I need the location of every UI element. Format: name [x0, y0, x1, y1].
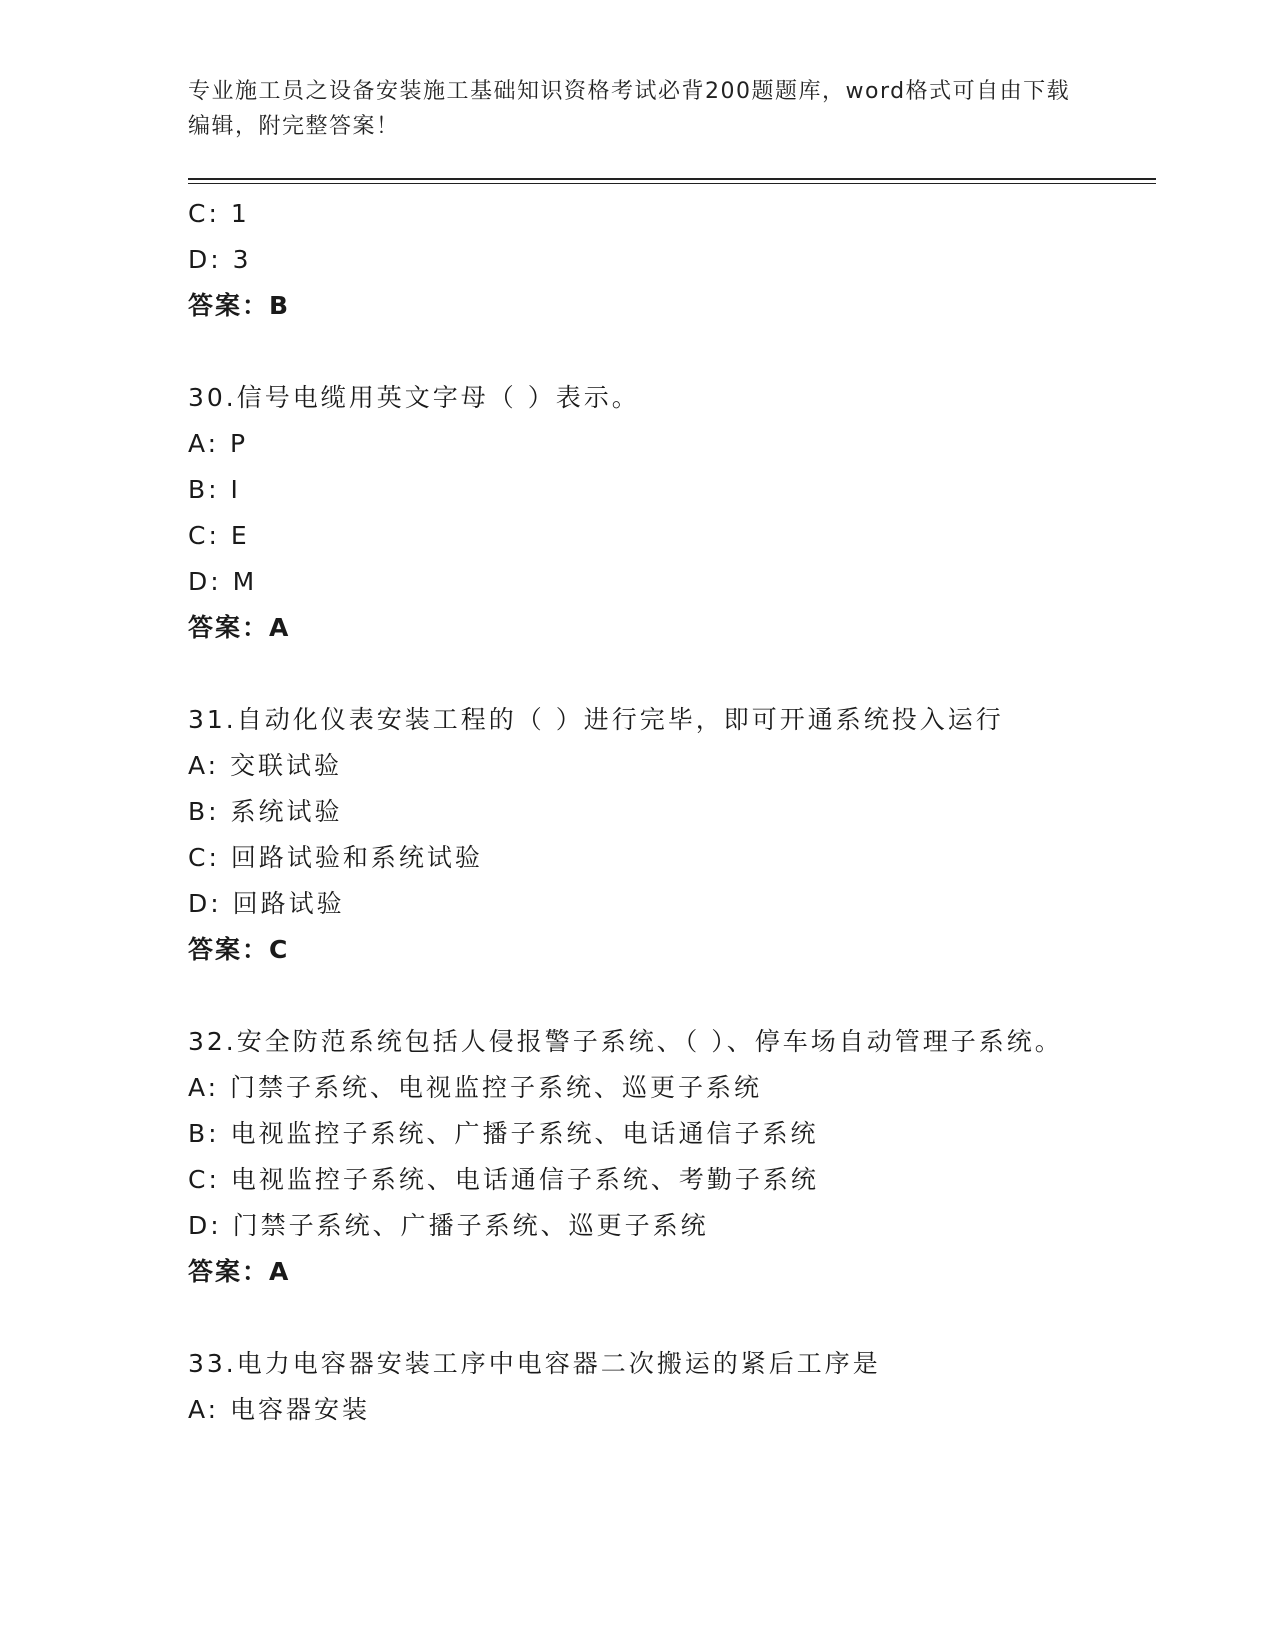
option-a: A: 交联试验	[188, 751, 343, 780]
option-d: D: M	[188, 567, 258, 596]
option-c: C: 回路试验和系统试验	[188, 843, 483, 872]
option-a: A: P	[188, 429, 249, 458]
question-31	[188, 697, 1088, 973]
option-c: C: 电视监控子系统、电话通信子系统、考勤子系统	[188, 1165, 819, 1194]
option-c: C: 1	[188, 199, 250, 228]
question-30	[188, 375, 1088, 651]
spacer	[188, 973, 1088, 1019]
option-c: C: E	[188, 521, 250, 550]
spacer	[188, 329, 1088, 375]
document-header: 专业施工员之设备安装施工基础知识资格考试必背200题题库，word格式可自由下载编辑，附完整答案！	[188, 79, 1071, 139]
option-d: D: 回路试验	[188, 889, 345, 918]
question-stem: 33.电力电容器安装工序中电容器二次搬运的紧后工序是	[188, 1349, 881, 1378]
previous-question-tail	[188, 191, 1088, 329]
answer-line: 答案：A	[188, 613, 291, 642]
option-a: A: 门禁子系统、电视监控子系统、巡更子系统	[188, 1073, 763, 1102]
option-b: B: 系统试验	[188, 797, 343, 826]
spacer	[188, 1295, 1088, 1341]
spacer	[188, 651, 1088, 697]
header-divider-thick	[188, 178, 1156, 180]
option-b: B: 电视监控子系统、广播子系统、电话通信子系统	[188, 1119, 819, 1148]
question-stem: 32.安全防范系统包括人侵报警子系统、（ ）、停车场自动管理子系统。	[188, 1027, 1063, 1056]
question-list	[188, 191, 1088, 1433]
question-stem: 30.信号电缆用英文字母（ ）表示。	[188, 383, 640, 412]
answer-line: 答案：B	[188, 291, 291, 320]
question-stem: 31.自动化仪表安装工程的（ ）进行完毕，即可开通系统投入运行	[188, 705, 1004, 734]
option-a: A: 电容器安装	[188, 1395, 371, 1424]
answer-line: 答案：C	[188, 935, 290, 964]
option-d: D: 3	[188, 245, 252, 274]
answer-line: 答案：A	[188, 1257, 291, 1286]
question-33	[188, 1341, 1088, 1433]
option-d: D: 门禁子系统、广播子系统、巡更子系统	[188, 1211, 709, 1240]
header-divider-thin	[188, 183, 1156, 184]
question-32	[188, 1019, 1088, 1295]
option-b: B: I	[188, 475, 241, 504]
